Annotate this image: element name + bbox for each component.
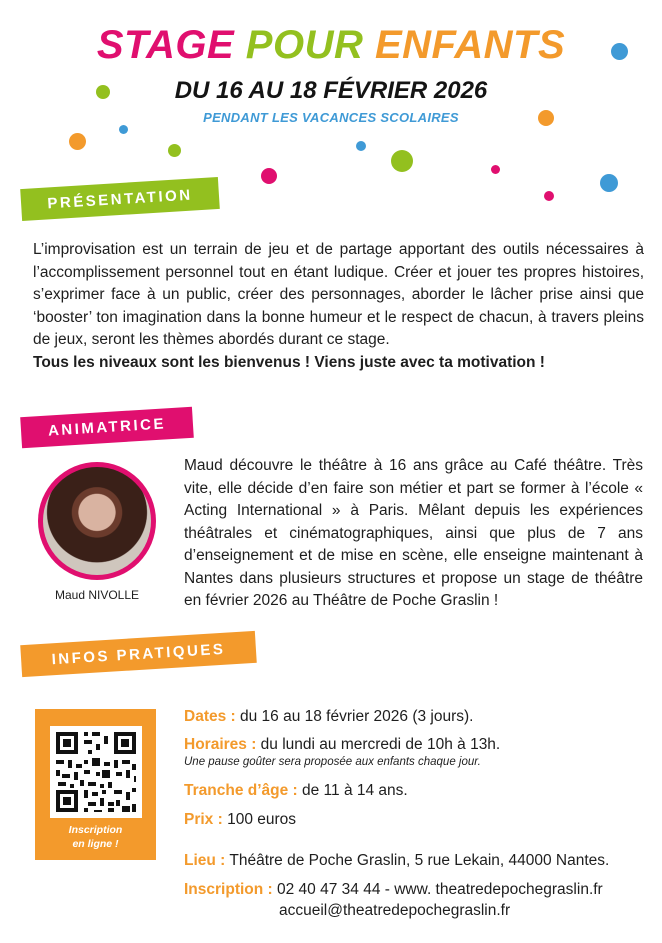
animatrice-bio: Maud découvre le théâtre à 16 ans grâce au Café théâtre. Très vite, elle décide d’en faire son métier et part se former à l’école « Acting International » à Paris. Mêlant depuis les expériences théâtrales et cinématographiques, ainsi que plus de 7 ans d’enseignement et de mise en scène, elle enseigne maintenant à Nantes dans plusieurs structures et propose un stage de théâtre en février 2026 au Théâtre de Poche Graslin !: [184, 457, 643, 609]
event-dates-heading: DU 16 AU 18 FÉVRIER 2026: [174, 77, 488, 104]
info-age: [184, 782, 408, 800]
section-banner-animatrice: [20, 407, 194, 448]
section-heading-presentation: PRÉSENTATION: [46, 186, 194, 212]
section-banner-infos: [20, 631, 257, 677]
inscription-email[interactable]: accueil@theatredepochegraslin.fr: [279, 902, 511, 919]
age-value: de 11 à 14 ans.: [297, 782, 408, 799]
page-title: [0, 22, 662, 68]
dates-label: Dates :: [184, 708, 236, 725]
confetti-dot: [544, 191, 554, 201]
title-word-enfants: ENFANTS: [374, 23, 566, 67]
confetti-dot: [491, 165, 500, 174]
confetti-dot: [119, 125, 128, 134]
info-lieu: [184, 852, 609, 870]
info-prix: [184, 811, 296, 829]
prix-label: Prix :: [184, 811, 223, 828]
presentation-highlight: Tous les niveaux sont les bienvenus ! Viens juste avec ta motivation !: [33, 353, 545, 371]
qr-code-panel: [50, 726, 142, 818]
section-heading-infos: INFOS PRATIQUES: [51, 640, 226, 668]
animatrice-photo: [38, 462, 156, 580]
animatrice-name: Maud NIVOLLE: [54, 588, 140, 602]
qr-code-icon: [50, 726, 142, 818]
presentation-paragraph: L’improvisation est un terrain de jeu et de partage apportant des outils nécessaires à l’accomplissement personnel tout en étant ludique. Créer et jouer tes propres histoires, s’exprimer face à un public, créer des personnages, aborder le lâcher prise ainsi que ‘booster’ ton imagination dans la bonne humeur et le respect de chacun, à travers pleins de jeux, seront les thèmes abordés durant ce stage.: [33, 241, 644, 348]
info-inscription: [184, 881, 603, 899]
confetti-dot: [600, 174, 618, 192]
age-label: Tranche d’âge :: [184, 782, 298, 799]
tagline: PENDANT LES VACANCES SCOLAIRES: [203, 110, 459, 125]
lieu-value: Théâtre de Poche Graslin, 5 rue Lekain, 44000 Nantes.: [225, 852, 610, 869]
info-dates: [184, 708, 474, 726]
horaires-value: du lundi au mercredi de 10h à 13h.: [256, 736, 501, 753]
dates-value: du 16 au 18 février 2026 (3 jours).: [235, 708, 474, 725]
qr-caption: [35, 823, 156, 851]
presentation-text: [33, 239, 644, 374]
inscription-value[interactable]: 02 40 47 34 44 - www. theatredepochegraslin.fr: [272, 881, 603, 898]
inscription-label: Inscription :: [184, 881, 273, 898]
prix-value: 100 euros: [222, 811, 297, 828]
title-word-pour: POUR: [245, 23, 364, 67]
section-banner-presentation: [20, 177, 220, 221]
qr-caption-line1: Inscription: [68, 824, 123, 836]
horaires-label: Horaires :: [184, 736, 257, 753]
horaires-note: Une pause goûter sera proposée aux enfants chaque jour.: [184, 756, 481, 768]
confetti-dot: [356, 141, 366, 151]
title-word-stage: STAGE: [96, 23, 235, 67]
section-heading-animatrice: ANIMATRICE: [47, 415, 167, 440]
confetti-dot: [69, 133, 86, 150]
portrait-image: [43, 467, 151, 575]
confetti-dot: [261, 168, 277, 184]
confetti-dot: [168, 144, 181, 157]
qr-caption-line2: en ligne !: [72, 838, 119, 850]
lieu-label: Lieu :: [184, 852, 226, 869]
confetti-dot: [391, 150, 413, 172]
info-horaires: [184, 736, 500, 754]
qr-code-card[interactable]: [35, 709, 156, 860]
